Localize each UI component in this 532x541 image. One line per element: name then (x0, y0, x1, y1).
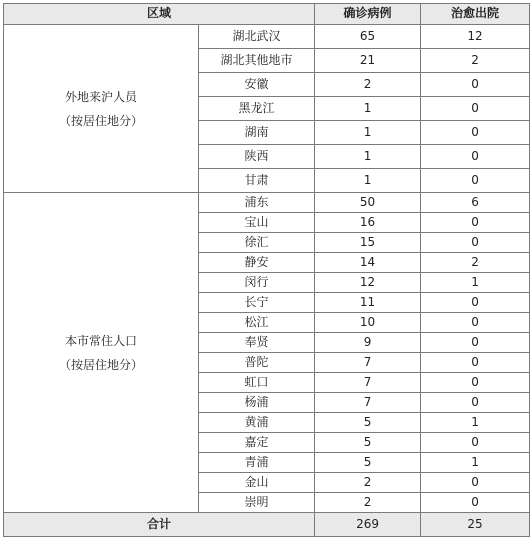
recovered-cell: 1 (421, 413, 530, 433)
recovered-cell: 0 (421, 97, 530, 121)
confirmed-cell: 1 (315, 121, 421, 145)
confirmed-cell: 5 (315, 413, 421, 433)
district-cell: 杨浦 (199, 393, 315, 413)
district-cell: 松江 (199, 313, 315, 333)
district-cell: 闵行 (199, 273, 315, 293)
recovered-cell: 0 (421, 433, 530, 453)
recovered-cell: 0 (421, 145, 530, 169)
district-cell: 陕西 (199, 145, 315, 169)
confirmed-cell: 7 (315, 373, 421, 393)
recovered-cell: 1 (421, 453, 530, 473)
confirmed-cell: 5 (315, 453, 421, 473)
confirmed-cell: 9 (315, 333, 421, 353)
confirmed-cell: 7 (315, 393, 421, 413)
region-group-cell (4, 25, 199, 193)
confirmed-cell: 12 (315, 273, 421, 293)
district-cell: 安徽 (199, 73, 315, 97)
confirmed-cell: 14 (315, 253, 421, 273)
recovered-cell: 1 (421, 273, 530, 293)
district-cell: 甘肃 (199, 169, 315, 193)
district-cell: 黄浦 (199, 413, 315, 433)
total-recovered: 25 (421, 513, 530, 537)
district-cell: 青浦 (199, 453, 315, 473)
region-group-label: 外地来沪人员 (64, 89, 137, 104)
header-region: 区域 (4, 4, 315, 25)
district-cell: 徐汇 (199, 233, 315, 253)
district-cell: 浦东 (199, 193, 315, 213)
district-cell: 湖北其他地市 (199, 49, 315, 73)
confirmed-cell: 1 (315, 169, 421, 193)
total-row (4, 513, 530, 537)
confirmed-cell: 7 (315, 353, 421, 373)
confirmed-cell: 50 (315, 193, 421, 213)
confirmed-cell: 5 (315, 433, 421, 453)
district-cell: 黑龙江 (199, 97, 315, 121)
recovered-cell: 0 (421, 73, 530, 97)
header-confirmed: 确诊病例 (315, 4, 421, 25)
recovered-cell: 6 (421, 193, 530, 213)
recovered-cell: 0 (421, 373, 530, 393)
recovered-cell: 0 (421, 493, 530, 513)
total-confirmed: 269 (315, 513, 421, 537)
district-cell: 普陀 (199, 353, 315, 373)
recovered-cell: 0 (421, 213, 530, 233)
table-row (4, 25, 530, 49)
table-header-row (4, 4, 530, 25)
district-cell: 长宁 (199, 293, 315, 313)
table-body (4, 25, 530, 537)
district-cell: 金山 (199, 473, 315, 493)
confirmed-cell: 2 (315, 493, 421, 513)
recovered-cell: 0 (421, 333, 530, 353)
confirmed-cell: 1 (315, 97, 421, 121)
confirmed-cell: 1 (315, 145, 421, 169)
recovered-cell: 0 (421, 293, 530, 313)
confirmed-cell: 11 (315, 293, 421, 313)
district-cell: 奉贤 (199, 333, 315, 353)
case-statistics-table (3, 3, 530, 537)
district-cell: 宝山 (199, 213, 315, 233)
recovered-cell: 0 (421, 353, 530, 373)
total-label: 合计 (4, 513, 315, 537)
confirmed-cell: 16 (315, 213, 421, 233)
recovered-cell: 2 (421, 49, 530, 73)
district-cell: 湖南 (199, 121, 315, 145)
district-cell: 静安 (199, 253, 315, 273)
confirmed-cell: 15 (315, 233, 421, 253)
recovered-cell: 12 (421, 25, 530, 49)
recovered-cell: 0 (421, 121, 530, 145)
district-cell: 湖北武汉 (199, 25, 315, 49)
table-row (4, 193, 530, 213)
recovered-cell: 0 (421, 233, 530, 253)
confirmed-cell: 65 (315, 25, 421, 49)
recovered-cell: 0 (421, 313, 530, 333)
recovered-cell: 0 (421, 169, 530, 193)
region-group-sublabel: （按居住地分） (58, 357, 143, 372)
case-table-container (3, 3, 529, 538)
region-group-cell (4, 193, 199, 513)
district-cell: 崇明 (199, 493, 315, 513)
region-group-label: 本市常住人口 (64, 333, 137, 348)
confirmed-cell: 10 (315, 313, 421, 333)
confirmed-cell: 2 (315, 73, 421, 97)
region-group-sublabel: （按居住地分） (58, 113, 143, 128)
recovered-cell: 0 (421, 393, 530, 413)
header-recovered: 治愈出院 (421, 4, 530, 25)
recovered-cell: 0 (421, 473, 530, 493)
district-cell: 嘉定 (199, 433, 315, 453)
district-cell: 虹口 (199, 373, 315, 393)
confirmed-cell: 21 (315, 49, 421, 73)
confirmed-cell: 2 (315, 473, 421, 493)
recovered-cell: 2 (421, 253, 530, 273)
